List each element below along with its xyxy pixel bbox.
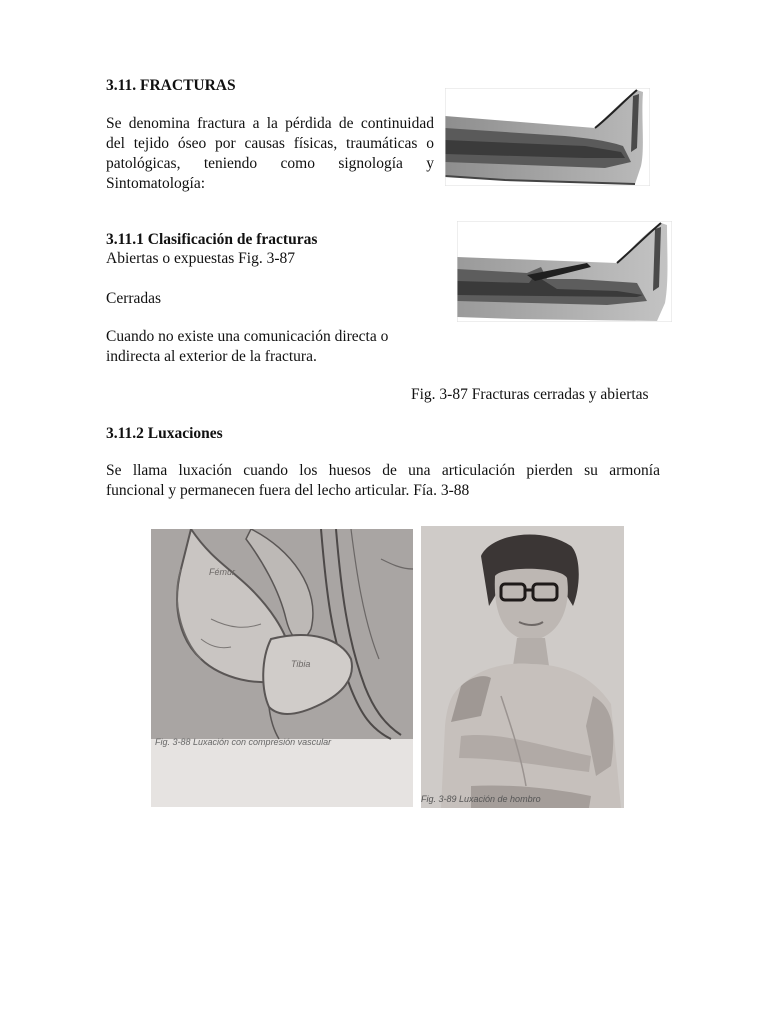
label-femur: Fémur xyxy=(209,567,236,577)
closed-desc-line-2: indirecta al exterior de la fractura. xyxy=(106,348,317,365)
definition-line-1: Se denomina fractura a la pérdida de continuidad xyxy=(106,115,434,132)
figure-caption-3-87: Fig. 3-87 Fracturas cerradas y abiertas xyxy=(411,386,649,403)
paragraph-luxation-definition xyxy=(106,461,660,501)
heading-clasificacion: 3.11.1 Clasificación de fracturas xyxy=(106,231,318,248)
closed-fracture-label: Cerradas xyxy=(106,290,162,307)
label-tibia: Tibia xyxy=(291,659,311,669)
shoulder-dislocation-photo xyxy=(421,526,624,808)
open-fracture-leg-illustration xyxy=(457,221,672,322)
heading-luxaciones: 3.11.2 Luxaciones xyxy=(106,425,223,442)
heading-fracturas: 3.11. FRACTURAS xyxy=(106,77,236,94)
closed-desc-line-1: Cuando no existe una comunicación directa o xyxy=(106,328,389,345)
luxation-line-1: Se llama luxación cuando los huesos de una articulación pierden su armonía xyxy=(106,462,660,479)
closed-fracture-leg-illustration xyxy=(445,88,650,186)
caption-fig-3-89: Fig. 3-89 Luxación de hombro xyxy=(421,794,541,804)
caption-fig-3-88: Fig. 3-88 Luxación con compresión vascular xyxy=(155,737,332,747)
open-fracture-label: Abiertas o expuestas Fig. 3-87 xyxy=(106,250,295,267)
paragraph-closed-fracture xyxy=(106,327,416,367)
definition-line-4: Sintomatología: xyxy=(106,175,206,192)
knee-dislocation-radiograph xyxy=(151,529,413,807)
definition-line-3: patológicas, teniendo como signología y xyxy=(106,155,434,172)
luxation-line-2: funcional y permanecen fuera del lecho articular. Fía. 3-88 xyxy=(106,482,470,499)
definition-line-2: del tejido óseo por causas físicas, traumáticas o xyxy=(106,135,434,152)
paragraph-fracture-definition xyxy=(106,114,434,194)
